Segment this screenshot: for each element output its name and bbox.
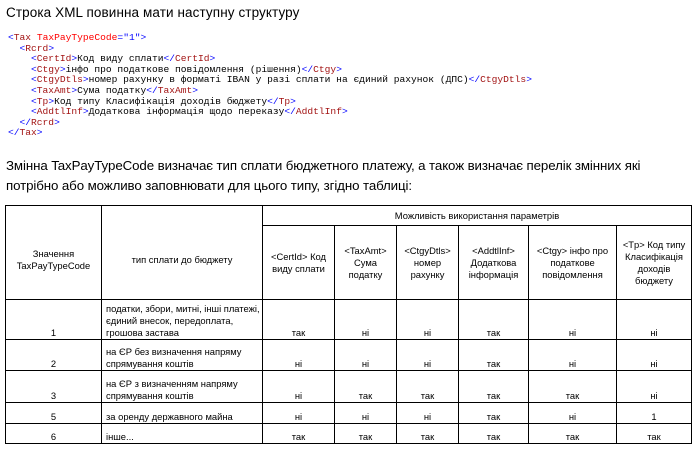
parameters-table [5, 205, 692, 444]
row-desc: інше... [102, 424, 263, 444]
row-cell: так [263, 424, 335, 444]
row-cell: так [397, 424, 459, 444]
xml-line-element: <AddtlInf>Додаткова інформація щодо переказу</AddtlInf> [31, 106, 348, 118]
xml-tag-name: Ctgy [313, 63, 337, 75]
xml-tag-name: Rcrd [25, 42, 49, 54]
table-row [6, 424, 692, 444]
row-code: 3 [6, 371, 102, 403]
row-cell: так [459, 340, 529, 371]
row-desc: на ЄР без визначення напряму спрямування коштів [102, 340, 263, 371]
xml-line-element: <Tp>Код типу Класифікація доходів бюджету</Tp> [31, 95, 296, 107]
xml-tag-name: CertId [174, 53, 210, 65]
xml-tag-name: AddtlInf [295, 106, 342, 118]
xml-text: Код типу Класифікація доходів бюджету [54, 95, 268, 107]
table-row [6, 340, 692, 371]
row-cell: так [459, 300, 529, 340]
row-desc: податки, збори, митні, інші платежі, єдиний внесок, передоплата, грошова застава [102, 300, 263, 340]
xml-tag-name: TaxAmt [36, 84, 72, 96]
row-cell: ні [617, 371, 692, 403]
table-row [6, 300, 692, 340]
row-cell: ні [397, 300, 459, 340]
row-cell: ні [397, 340, 459, 371]
xml-line-element: <CertId>Код виду сплати</CertId> [31, 53, 216, 65]
xml-line-element: <TaxAmt>Сума податку</TaxAmt> [31, 84, 199, 96]
xml-text: Сума податку [77, 84, 147, 96]
row-desc: на ЄР з визначенням напряму спрямування коштів [102, 371, 263, 403]
row-cell: так [617, 424, 692, 444]
row-code: 5 [6, 403, 102, 424]
row-code: 2 [6, 340, 102, 371]
xml-line-root-open: <Tax TaxPayTypeCode="1"> [8, 32, 147, 43]
row-cell: ні [397, 403, 459, 424]
row-cell: ні [335, 300, 397, 340]
row-cell: ні [529, 300, 617, 340]
row-cell: так [459, 424, 529, 444]
xml-tag-name: Tp [278, 95, 291, 107]
table-row [6, 371, 692, 403]
xml-text: Додаткова інформація щодо переказу [88, 106, 285, 118]
xml-tag-name: CtgyDtls [480, 74, 527, 86]
row-cell: ні [263, 403, 335, 424]
row-desc: за оренду державного майна [102, 403, 263, 424]
xml-attr-name: TaxPayTypeCode [36, 32, 118, 43]
table-row [6, 403, 692, 424]
header-type: тип сплати до бюджету [102, 206, 263, 300]
section-heading: Строка XML повинна мати наступну структуру [6, 5, 300, 20]
xml-line-element: <CtgyDtls>номер рахунку в форматі IBAN у разі сплати на єдиний рахунок (ДПС)</CtgyDtls> [31, 74, 532, 86]
row-cell: ні [263, 340, 335, 371]
row-cell: ні [617, 300, 692, 340]
row-cell: так [335, 424, 397, 444]
xml-tag-name: Tp [36, 95, 49, 107]
xml-tag-name: AddtlInf [36, 106, 83, 118]
xml-code-block [8, 33, 532, 139]
xml-line-rcrd-close: </Rcrd> [19, 116, 60, 128]
row-cell: так [529, 424, 617, 444]
row-cell: так [335, 371, 397, 403]
header-param-certid: <CertId> Код виду сплати [263, 226, 335, 300]
xml-tag-name: Tax [13, 32, 32, 43]
intro-paragraph: Змінна TaxPayTypeCode визначає тип сплати бюджетного платежу, а також визначає перелік змінних які потрібно або можливо заповнювати для цього типу, згідно таблиці: [6, 158, 641, 193]
header-param-ctgy: <Ctgy> інфо про податкове повідомлення [529, 226, 617, 300]
xml-line-root-close: </Tax> [8, 127, 43, 139]
row-cell: так [459, 371, 529, 403]
row-cell: ні [529, 403, 617, 424]
xml-line-rcrd-open: <Rcrd> [19, 42, 55, 54]
xml-attr-value: "1" [123, 32, 141, 43]
xml-text: інфо про податкове повідомлення (рішення) [65, 63, 302, 75]
header-param-addtlinf: <AddtlInf> Додаткова інформація [459, 226, 529, 300]
row-cell: так [529, 371, 617, 403]
header-value: Значення TaxPayTypeCode [6, 206, 102, 300]
xml-tag-name: TaxAmt [157, 84, 193, 96]
xml-tag-name: Tax [19, 127, 37, 139]
xml-tag-name: Rcrd [31, 116, 55, 128]
row-cell: ні [263, 371, 335, 403]
xml-text: номер рахунку в форматі IBAN у разі сплати на єдиний рахунок (ДПС) [88, 74, 469, 86]
header-group: Можливість використання параметрів [263, 206, 692, 226]
header-param-ctgydtls: <CtgyDtls> номер рахунку [397, 226, 459, 300]
xml-tag-name: Ctgy [36, 63, 60, 75]
row-cell: 1 [617, 403, 692, 424]
row-cell: так [397, 371, 459, 403]
row-cell: ні [529, 340, 617, 371]
xml-tag-name: CtgyDtls [36, 74, 83, 86]
xml-text: Код виду сплати [77, 53, 164, 65]
row-cell: ні [335, 340, 397, 371]
row-code: 6 [6, 424, 102, 444]
row-cell: так [263, 300, 335, 340]
row-cell: ні [617, 340, 692, 371]
xml-tag-name: CertId [36, 53, 72, 65]
header-param-tp: <Tp> Код типу Класифікація доходів бюджету [617, 226, 692, 300]
header-param-taxamt: <TaxAmt> Сума податку [335, 226, 397, 300]
row-cell: так [459, 403, 529, 424]
row-code: 1 [6, 300, 102, 340]
xml-line-element: <Ctgy>інфо про податкове повідомлення (рішення)</Ctgy> [31, 63, 342, 75]
row-cell: ні [335, 403, 397, 424]
